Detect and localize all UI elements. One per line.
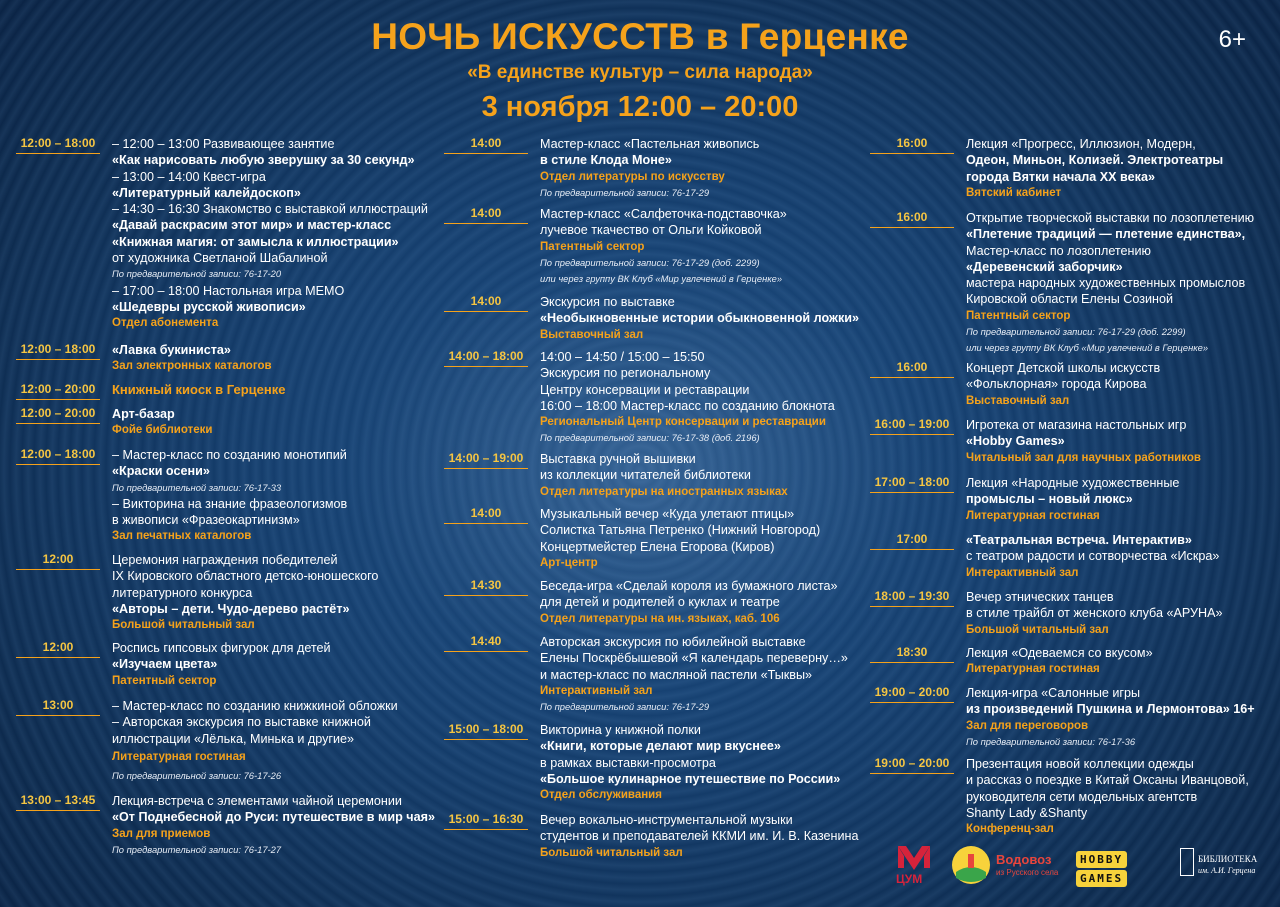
event-time: 14:00 xyxy=(444,294,528,312)
subtitle: «В единстве культур – сила народа» xyxy=(467,62,813,83)
event-time: 14:40 xyxy=(444,634,528,652)
event-time: 16:00 – 19:00 xyxy=(870,417,954,435)
event-date: 3 ноября 12:00 – 20:00 xyxy=(481,91,799,123)
vodovoz-logo: Водовоз из Русского села xyxy=(950,844,1070,888)
header xyxy=(0,14,1280,126)
event-time: 12:00 – 18:00 xyxy=(16,136,100,154)
event-time: 17:00 xyxy=(870,532,954,550)
event-time: 15:00 – 16:30 xyxy=(444,812,528,830)
event-body: – 12:00 – 13:00 Развивающее занятие «Как нарисовать любую зверушку за 30 секунд» – 13:00 – 14:00 Квест-игра «Литературный калейдоскоп» – 14:30 – 16:30 Знакомство с выставкой иллюстраций «Давай раскрасим этот мир» и мастер-класс «Книжная магия: от замысла к иллюстрации» от художника Светланой Шабалиной По предварительной записи: 76-17-20 – 17:00 – 18:00 Настольная игра МЕМО «Шедевры русской живописи» Отдел абонемента xyxy=(112,137,428,330)
event-time: 14:30 xyxy=(444,578,528,596)
event-time: 14:00 xyxy=(444,506,528,524)
tsum-logo: ЦУМ xyxy=(894,842,934,888)
event-time: 14:00 xyxy=(444,136,528,154)
event-time: 13:00 xyxy=(16,698,100,716)
event-time: 14:00 xyxy=(444,206,528,224)
event-time: 12:00 – 18:00 xyxy=(16,447,100,465)
event-time: 19:00 – 20:00 xyxy=(870,756,954,774)
event-time: 18:00 – 19:30 xyxy=(870,589,954,607)
event-time: 19:00 – 20:00 xyxy=(870,685,954,703)
event-time: 18:30 xyxy=(870,645,954,663)
event-time: 12:00 xyxy=(16,640,100,658)
event-time: 17:00 – 18:00 xyxy=(870,475,954,493)
event-time: 14:00 – 19:00 xyxy=(444,451,528,469)
sponsor-logos xyxy=(890,838,1260,892)
event-time: 12:00 – 20:00 xyxy=(16,406,100,424)
event-time: 13:00 – 13:45 xyxy=(16,793,100,811)
event-time: 12:00 – 20:00 xyxy=(16,382,100,400)
event-time: 16:00 xyxy=(870,360,954,378)
event-time: 14:00 – 18:00 xyxy=(444,349,528,367)
library-logo: БИБЛИОТЕКА им. А.И. Герцена xyxy=(1180,846,1256,886)
event-time: 16:00 xyxy=(870,210,954,228)
event-time: 16:00 xyxy=(870,136,954,154)
age-rating: 6+ xyxy=(1218,26,1246,53)
page-title: НОЧЬ ИСКУССТВ в Герценке xyxy=(371,16,909,57)
event-time: 15:00 – 18:00 xyxy=(444,722,528,740)
hobby-games-logo: HOBBY GAMES xyxy=(1076,850,1166,882)
event-time: 12:00 xyxy=(16,552,100,570)
event-time: 12:00 – 18:00 xyxy=(16,342,100,360)
